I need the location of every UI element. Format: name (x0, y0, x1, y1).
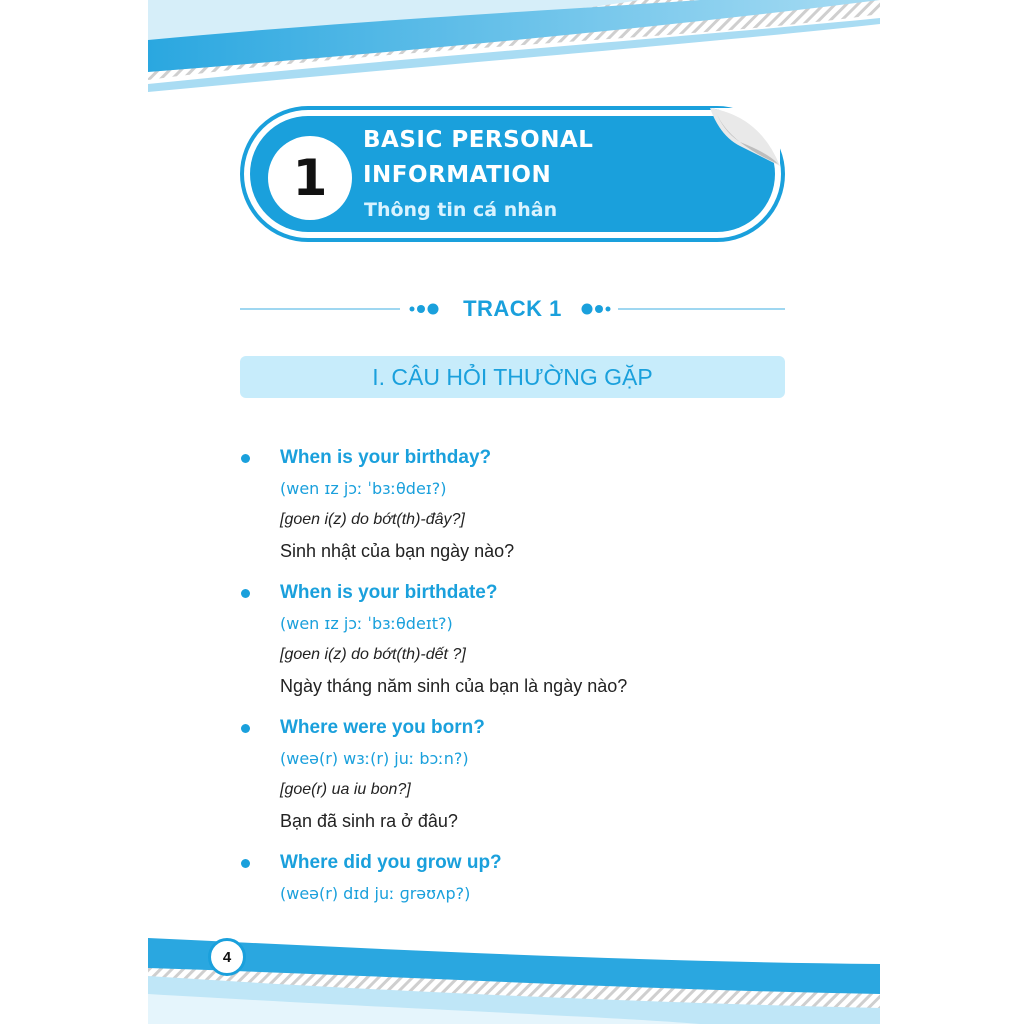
question-english: When is your birthday? (280, 447, 492, 468)
chapter-number: 1 (268, 136, 352, 220)
section-title: I. CÂU HỎI THƯỜNG GẶP (372, 363, 653, 390)
bullet-icon (241, 589, 250, 598)
track-divider (240, 292, 785, 326)
question-english: When is your birthdate? (280, 582, 498, 603)
section-header (240, 356, 785, 398)
question-ipa: (wen ɪz jɔː ˈbɜːθdeɪt?) (280, 614, 453, 633)
question-english: Where did you grow up? (280, 852, 502, 873)
question-vietnamese: Sinh nhật của bạn ngày nào? (280, 541, 515, 561)
bullet-icon (241, 454, 250, 463)
question-pronunciation: [goen i(z) do bớt(th)-đây?] (280, 511, 465, 528)
chapter-title-line1: BASIC PERSONAL (363, 127, 594, 153)
track-label: TRACK 1 (463, 296, 562, 321)
question-ipa: (weə(r) dɪd juː ɡrəʊʌp?) (280, 884, 471, 903)
chapter-subtitle: Thông tin cá nhân (364, 199, 558, 221)
question-ipa: (weə(r) wɜː(r) juː bɔːn?) (280, 749, 469, 768)
question-vietnamese: Bạn đã sinh ra ở đâu? (280, 811, 458, 831)
question-pronunciation: [goe(r) ua iu bon?] (280, 781, 411, 798)
bottom-wave-decoration (0, 924, 1024, 1024)
chapter-title-line2: INFORMATION (363, 162, 552, 188)
question-ipa: (wen ɪz jɔː ˈbɜːθdeɪ?) (280, 479, 447, 498)
bullet-icon (241, 859, 250, 868)
question-pronunciation: [goen i(z) do bớt(th)-dết ?] (280, 646, 466, 663)
top-wave-decoration (0, 0, 1024, 100)
bullet-icon (241, 724, 250, 733)
question-vietnamese: Ngày tháng năm sinh của bạn là ngày nào? (280, 676, 628, 696)
question-english: Where were you born? (280, 717, 485, 738)
page-number: 4 (208, 938, 246, 976)
